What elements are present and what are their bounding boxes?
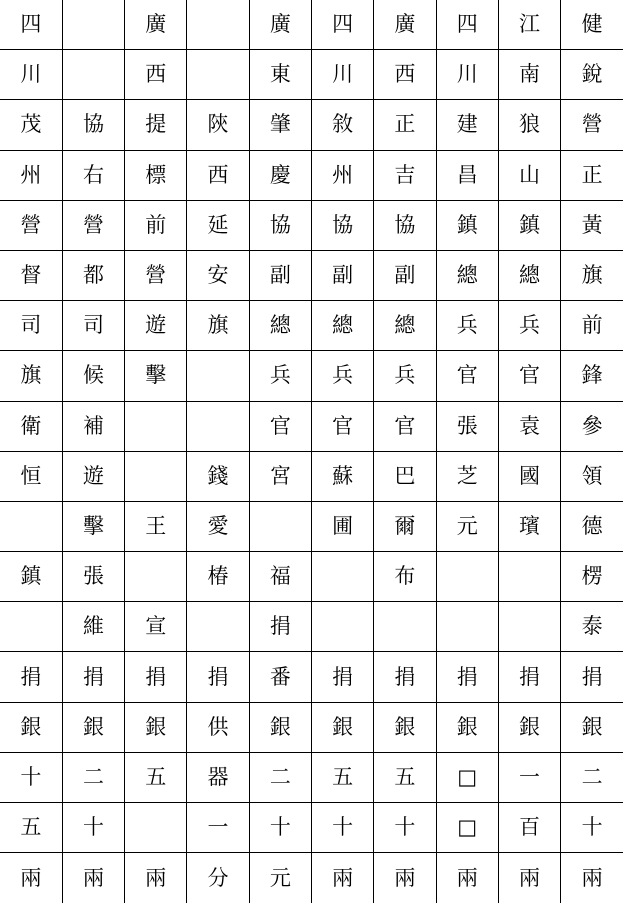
table-cell: 正	[561, 150, 623, 200]
table-cell: 五	[374, 752, 436, 802]
table-cell: 營	[62, 200, 124, 250]
table-row	[0, 501, 623, 551]
table-cell: 旗	[187, 301, 249, 351]
table-cell: 陝	[187, 100, 249, 150]
table-cell: 袁	[498, 401, 560, 451]
table-cell: 捐	[561, 652, 623, 702]
table-cell: 十	[374, 803, 436, 853]
table-cell	[187, 401, 249, 451]
table-cell: 宣	[125, 602, 187, 652]
table-cell: 廣	[125, 0, 187, 50]
table-cell: 協	[62, 100, 124, 150]
table-cell: 元	[436, 501, 498, 551]
table-cell: 銀	[311, 702, 373, 752]
table-cell: 擊	[125, 351, 187, 401]
table-cell: 銀	[0, 702, 62, 752]
table-cell: 州	[0, 150, 62, 200]
table-cell: 恒	[0, 451, 62, 501]
table-cell: 福	[249, 552, 311, 602]
table-cell: 黃	[561, 200, 623, 250]
table-cell	[498, 602, 560, 652]
table-cell: 四	[436, 0, 498, 50]
table-cell: 泰	[561, 602, 623, 652]
table-cell: 捐	[249, 602, 311, 652]
table-cell	[125, 401, 187, 451]
table-cell: 山	[498, 150, 560, 200]
table-cell: 衛	[0, 401, 62, 451]
table-cell	[62, 50, 124, 100]
table-cell: 旗	[561, 250, 623, 300]
table-cell: 慶	[249, 150, 311, 200]
table-cell: 官	[374, 401, 436, 451]
table-cell: 一	[187, 803, 249, 853]
table-cell: 銀	[374, 702, 436, 752]
table-cell: 爾	[374, 501, 436, 551]
table-cell: 狼	[498, 100, 560, 150]
table-cell	[311, 602, 373, 652]
table-cell: 捐	[498, 652, 560, 702]
table-cell: 璸	[498, 501, 560, 551]
table-cell: 捐	[436, 652, 498, 702]
table-cell: 銀	[62, 702, 124, 752]
table-cell: 西	[125, 50, 187, 100]
table-cell: 兩	[0, 853, 62, 903]
table-cell: 茂	[0, 100, 62, 150]
table-cell: 東	[249, 50, 311, 100]
table-cell: 器	[187, 752, 249, 802]
table-cell: 官	[498, 351, 560, 401]
table-cell: □	[436, 803, 498, 853]
table-row	[0, 250, 623, 300]
table-cell: 兩	[498, 853, 560, 903]
table-cell: 布	[374, 552, 436, 602]
table-cell: 愛	[187, 501, 249, 551]
table-cell: 五	[311, 752, 373, 802]
table-cell: 江	[498, 0, 560, 50]
table-cell: 五	[0, 803, 62, 853]
table-cell	[187, 351, 249, 401]
table-row	[0, 301, 623, 351]
table-cell: 四	[311, 0, 373, 50]
table-cell: 昌	[436, 150, 498, 200]
table-cell: 王	[125, 501, 187, 551]
table-cell: 西	[374, 50, 436, 100]
table-cell: 一	[498, 752, 560, 802]
table-cell: 宮	[249, 451, 311, 501]
table-cell: 捐	[374, 652, 436, 702]
table-row	[0, 0, 623, 50]
table-cell: 擊	[62, 501, 124, 551]
table-cell	[187, 0, 249, 50]
table-cell: 錢	[187, 451, 249, 501]
table-cell: 健	[561, 0, 623, 50]
table-cell: □	[436, 752, 498, 802]
table-cell: 十	[249, 803, 311, 853]
table-cell: 總	[249, 301, 311, 351]
table-row	[0, 803, 623, 853]
table-row	[0, 702, 623, 752]
table-cell: 捐	[62, 652, 124, 702]
table-cell	[436, 552, 498, 602]
table-cell: 二	[561, 752, 623, 802]
table-cell: 都	[62, 250, 124, 300]
table-cell	[125, 451, 187, 501]
table-cell: 兵	[498, 301, 560, 351]
table-cell: 椿	[187, 552, 249, 602]
table-cell: 銀	[125, 702, 187, 752]
table-cell	[0, 501, 62, 551]
table-cell: 張	[436, 401, 498, 451]
table-cell: 前	[561, 301, 623, 351]
table-cell	[311, 552, 373, 602]
table-cell: 捐	[187, 652, 249, 702]
table-cell: 分	[187, 853, 249, 903]
table-cell: 官	[249, 401, 311, 451]
table-cell: 協	[249, 200, 311, 250]
table-cell: 銀	[561, 702, 623, 752]
table-cell: 元	[249, 853, 311, 903]
table-row	[0, 150, 623, 200]
table-cell: 營	[125, 250, 187, 300]
table-cell: 兩	[436, 853, 498, 903]
table-cell: 官	[311, 401, 373, 451]
table-cell: 候	[62, 351, 124, 401]
table-cell: 番	[249, 652, 311, 702]
table-cell	[187, 50, 249, 100]
table-row	[0, 401, 623, 451]
table-cell	[498, 552, 560, 602]
table-row	[0, 200, 623, 250]
table-cell: 兵	[249, 351, 311, 401]
table-cell: 肇	[249, 100, 311, 150]
table-row	[0, 351, 623, 401]
table-cell: 兩	[561, 853, 623, 903]
table-row	[0, 100, 623, 150]
table-cell: 南	[498, 50, 560, 100]
table-cell: 督	[0, 250, 62, 300]
table-cell: 總	[498, 250, 560, 300]
table-cell: 圃	[311, 501, 373, 551]
table-cell: 副	[249, 250, 311, 300]
table-cell: 協	[374, 200, 436, 250]
table-cell	[0, 602, 62, 652]
table-cell: 副	[374, 250, 436, 300]
table-cell: 前	[125, 200, 187, 250]
table-cell: 十	[561, 803, 623, 853]
table-cell: 標	[125, 150, 187, 200]
table-cell: 領	[561, 451, 623, 501]
table-cell: 鎮	[436, 200, 498, 250]
table-cell: 楞	[561, 552, 623, 602]
table-cell: 銀	[498, 702, 560, 752]
table-cell: 十	[62, 803, 124, 853]
table-cell: 五	[125, 752, 187, 802]
table-cell: 吉	[374, 150, 436, 200]
table-cell	[187, 602, 249, 652]
table-cell: 銀	[249, 702, 311, 752]
table-cell: 巴	[374, 451, 436, 501]
table-cell: 西	[187, 150, 249, 200]
table-cell: 廣	[374, 0, 436, 50]
table-cell: 旗	[0, 351, 62, 401]
table-cell: 德	[561, 501, 623, 551]
table-row	[0, 752, 623, 802]
table-cell: 敘	[311, 100, 373, 150]
table-cell: 正	[374, 100, 436, 150]
table-cell: 兩	[62, 853, 124, 903]
table-cell: 川	[0, 50, 62, 100]
table-cell: 百	[498, 803, 560, 853]
table-cell: 維	[62, 602, 124, 652]
table-cell: 兩	[374, 853, 436, 903]
table-cell: 供	[187, 702, 249, 752]
table-cell: 提	[125, 100, 187, 150]
table-cell: 兩	[311, 853, 373, 903]
table-cell: 二	[249, 752, 311, 802]
table-row	[0, 652, 623, 702]
table-cell	[125, 803, 187, 853]
table-row	[0, 602, 623, 652]
table-cell: 司	[0, 301, 62, 351]
table-cell: 四	[0, 0, 62, 50]
table-cell: 鎮	[0, 552, 62, 602]
table-cell: 協	[311, 200, 373, 250]
table-cell: 捐	[311, 652, 373, 702]
table-cell: 二	[62, 752, 124, 802]
table-cell: 國	[498, 451, 560, 501]
table-cell: 十	[311, 803, 373, 853]
table-cell	[125, 552, 187, 602]
table-cell: 官	[436, 351, 498, 401]
table-cell: 總	[436, 250, 498, 300]
table-cell: 總	[311, 301, 373, 351]
table-cell: 右	[62, 150, 124, 200]
table-cell: 參	[561, 401, 623, 451]
table-cell: 遊	[62, 451, 124, 501]
table-row	[0, 853, 623, 903]
table-cell: 營	[0, 200, 62, 250]
table-cell	[62, 0, 124, 50]
table-cell: 芝	[436, 451, 498, 501]
table-cell: 捐	[125, 652, 187, 702]
table-cell: 兵	[374, 351, 436, 401]
table-cell: 川	[436, 50, 498, 100]
table-cell: 川	[311, 50, 373, 100]
table-cell: 兵	[436, 301, 498, 351]
table-cell: 安	[187, 250, 249, 300]
table-row	[0, 50, 623, 100]
table-cell: 蘇	[311, 451, 373, 501]
table-cell	[436, 602, 498, 652]
table-cell: 副	[311, 250, 373, 300]
table-cell: 廣	[249, 0, 311, 50]
table-cell: 鎮	[498, 200, 560, 250]
table-cell	[374, 602, 436, 652]
table-cell: 州	[311, 150, 373, 200]
table-cell: 鋒	[561, 351, 623, 401]
table-cell: 延	[187, 200, 249, 250]
table-cell: 兩	[125, 853, 187, 903]
table-row	[0, 451, 623, 501]
table-cell: 補	[62, 401, 124, 451]
table-cell: 營	[561, 100, 623, 150]
table-cell: 捐	[0, 652, 62, 702]
table-row	[0, 552, 623, 602]
table-cell: 銳	[561, 50, 623, 100]
table-cell: 總	[374, 301, 436, 351]
table-cell: 銀	[436, 702, 498, 752]
table-cell: 張	[62, 552, 124, 602]
table-cell: 建	[436, 100, 498, 150]
table-cell: 兵	[311, 351, 373, 401]
table-cell: 司	[62, 301, 124, 351]
table-cell	[249, 501, 311, 551]
table-cell: 遊	[125, 301, 187, 351]
table-cell: 十	[0, 752, 62, 802]
